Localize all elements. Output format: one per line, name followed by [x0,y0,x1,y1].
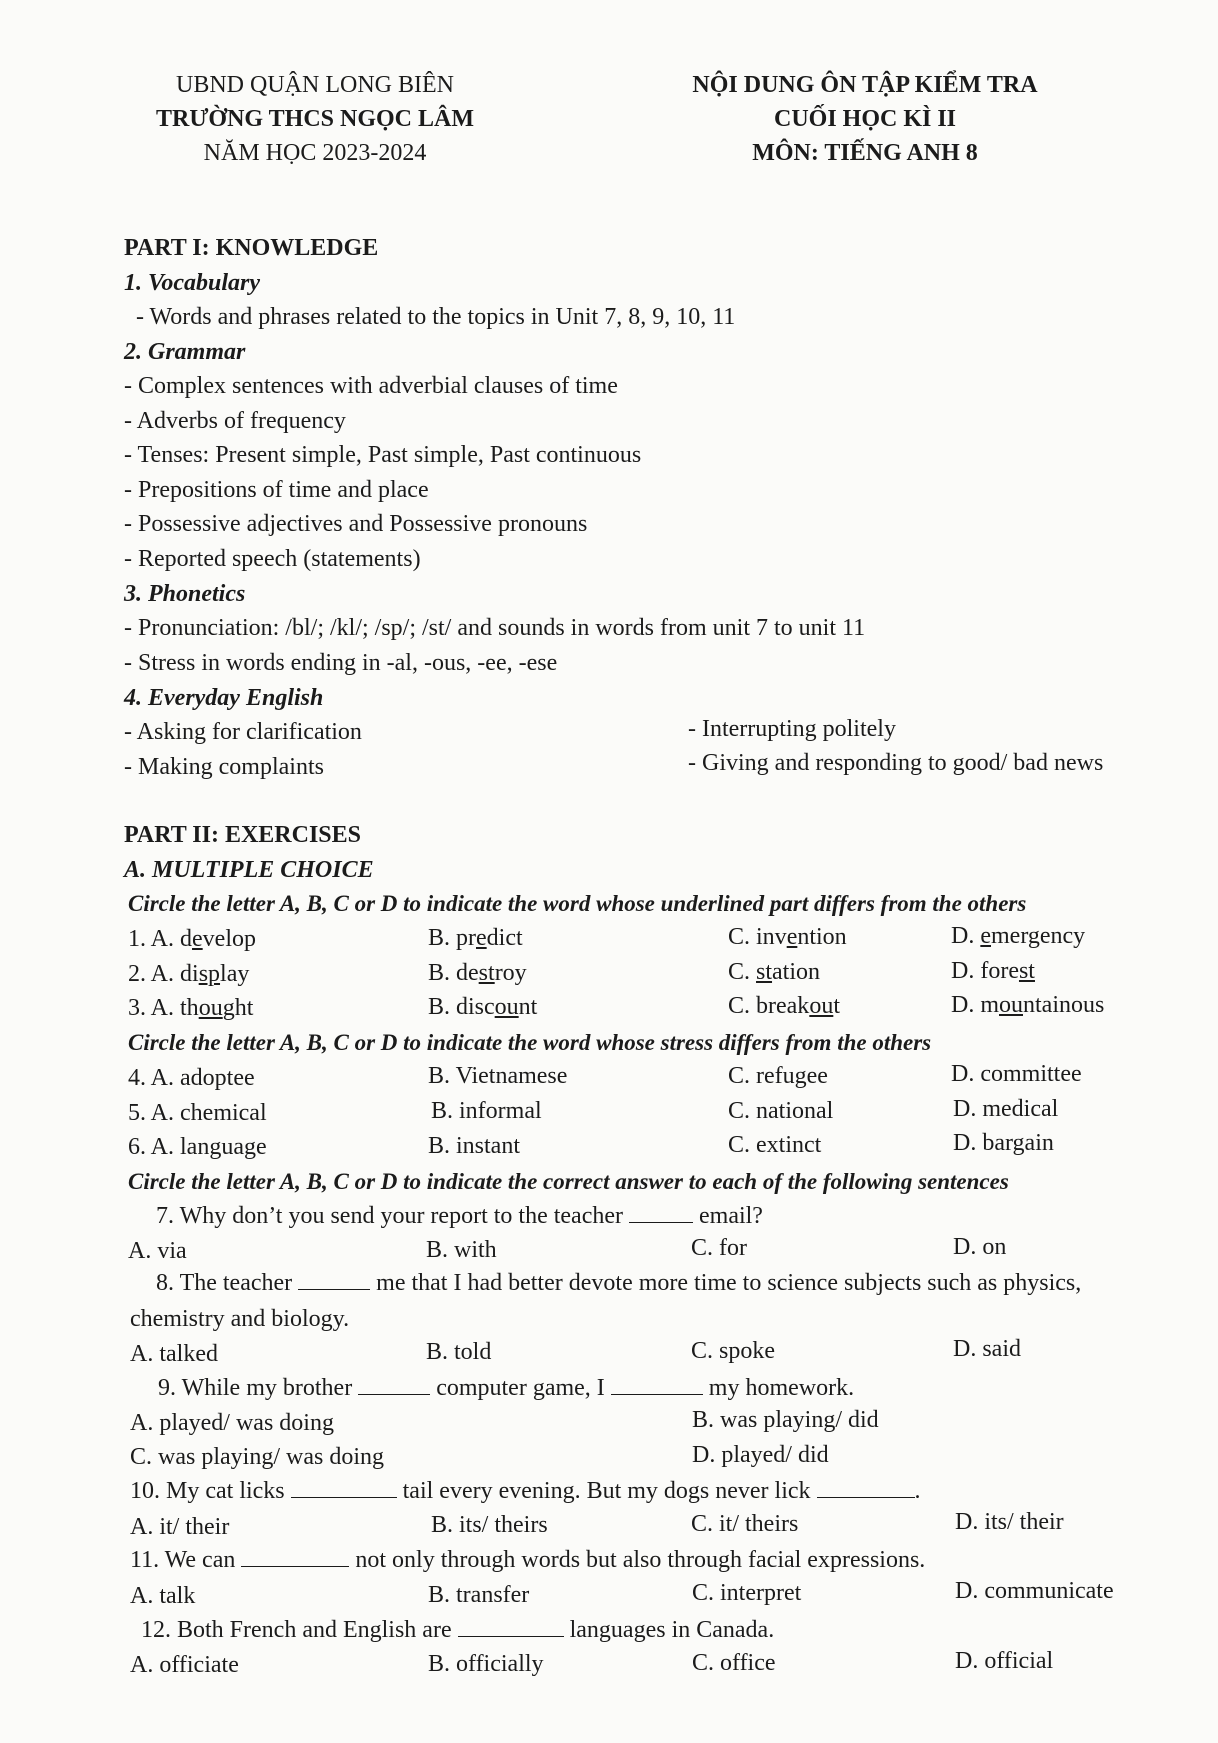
option-b[interactable] [428,923,523,953]
option-a[interactable] [128,924,256,954]
option-c[interactable] [728,922,847,952]
answer-blank[interactable] [298,1269,370,1290]
answer-blank[interactable] [817,1477,915,1498]
word-part: nt [518,994,538,1020]
underlined-part: sp [198,961,221,987]
option-b[interactable]: B. with [426,1237,497,1263]
underlined-part: ou [999,992,1023,1018]
everyday-item: - Making complaints [124,754,324,780]
option-a[interactable]: A. talked [130,1341,218,1367]
option-a[interactable] [128,993,253,1023]
underlined-part: e [786,924,798,950]
word-part: B. disc [428,994,495,1020]
option-d[interactable]: D. official [955,1648,1054,1674]
grammar-item: - Adverbs of frequency [124,408,346,434]
underlined-part: e [980,923,991,949]
option-b[interactable]: B. its/ theirs [431,1512,548,1538]
school-name: TRƯỜNG THCS NGỌC LÂM [155,106,475,132]
option-a[interactable] [128,959,249,989]
answer-blank[interactable] [241,1546,349,1567]
word-part: mergency [991,923,1086,949]
word-part: ntainous [1023,992,1105,1018]
option-a[interactable]: 4. A. adoptee [128,1065,255,1091]
option-a[interactable]: A. played/ was doing [130,1410,334,1436]
option-b[interactable]: B. transfer [428,1582,530,1608]
underlined-part: st [478,960,495,986]
option-c[interactable]: C. was playing/ was doing [130,1444,384,1470]
grammar-item: - Prepositions of time and place [124,477,429,503]
district-name: UBND QUẬN LONG BIÊN [176,72,454,98]
word-part: B. pr [428,925,476,951]
everyday-item: - Asking for clarification [124,719,362,745]
question-7: 7. Why don’t you send your report to the teacher email? [156,1203,763,1229]
option-c[interactable] [728,991,840,1021]
option-b[interactable]: B. Vietnamese [428,1063,568,1089]
question-8: 8. The teacher me that I had better devote more time to science subjects such as physics, [156,1270,1082,1296]
option-d[interactable] [951,921,1085,951]
option-d[interactable]: D. communicate [955,1578,1114,1604]
option-c[interactable]: C. extinct [728,1132,822,1158]
option-c[interactable]: C. interpret [692,1580,802,1606]
word-part: D. m [951,992,999,1018]
exam-term: CUỐI HỌC KÌ II [773,106,957,132]
option-c[interactable]: C. office [692,1650,776,1676]
everyday-item: - Interrupting politely [688,716,896,742]
option-b[interactable]: B. officially [428,1651,544,1677]
option-a[interactable]: A. via [128,1238,187,1264]
word-part: ntion [797,924,847,950]
word-part: D. [951,923,981,949]
part2-title: PART II: EXERCISES [124,822,361,848]
grammar-item: - Tenses: Present simple, Past simple, Past continuous [124,442,642,468]
word-part: B. de [428,960,479,986]
vocab-title: 1. Vocabulary [124,270,261,296]
phonetics-item: - Pronunciation: /bl/; /kl/; /sp/; /st/ and sounds in words from unit 7 to unit 11 [124,615,866,641]
option-c[interactable]: C. for [691,1235,747,1261]
option-d[interactable]: D. played/ did [692,1442,829,1468]
word-part: C. inv [728,924,787,950]
grammar-item: - Complex sentences with adverbial clauses of time [124,373,618,399]
school-header [120,68,510,170]
option-c[interactable]: C. spoke [691,1338,775,1364]
option-d[interactable]: D. bargain [953,1130,1054,1156]
vocab-item: - Words and phrases related to the topics in Unit 7, 8, 9, 10, 11 [136,304,736,330]
option-a[interactable]: A. officiate [130,1652,239,1678]
option-b[interactable] [428,992,537,1022]
underlined-part: st [1018,958,1035,984]
underlined-part: e [192,926,203,952]
answer-blank[interactable] [291,1477,397,1498]
word-part: ght [222,995,254,1021]
word-part: velop [202,926,256,952]
answer-blank[interactable] [458,1616,564,1637]
instruction-correct-answer: Circle the letter A, B, C or D to indicate the correct answer to each of the following sentences [128,1169,1009,1194]
option-d[interactable]: D. on [953,1234,1007,1260]
underlined-part: ou [198,995,223,1021]
option-b[interactable]: B. was playing/ did [692,1407,879,1433]
grammar-item: - Possessive adjectives and Possessive pronouns [124,511,588,537]
grammar-item: - Reported speech (statements) [124,546,421,572]
question-11: 11. We can not only through words but also through facial expressions. [130,1547,926,1573]
question-12: 12. Both French and English are languages in Canada. [141,1617,775,1643]
answer-blank[interactable] [611,1374,703,1395]
word-part: C. [728,959,757,985]
school-year: NĂM HỌC 2023-2024 [203,140,427,166]
word-part: t [833,993,840,1019]
option-a[interactable]: 5. A. chemical [128,1100,267,1126]
question-8-continued: chemistry and biology. [130,1306,350,1332]
instruction-stress: Circle the letter A, B, C or D to indicate the word whose stress differs from the others [128,1030,932,1055]
phonetics-title: 3. Phonetics [124,581,246,607]
word-part: 2. A. di [128,961,199,987]
option-d[interactable]: D. medical [953,1096,1059,1122]
word-part: lay [220,961,250,987]
option-d[interactable]: D. committee [951,1061,1082,1087]
answer-blank[interactable] [629,1202,693,1223]
section-a-title: A. MULTIPLE CHOICE [124,857,374,883]
underlined-part: e [476,925,487,951]
option-a[interactable]: A. it/ their [130,1514,230,1540]
underlined-part: ou [809,993,834,1019]
word-part: D. fore [951,958,1019,984]
exam-subject: MÔN: TIẾNG ANH 8 [752,140,978,166]
word-part: 1. A. d [128,926,193,952]
option-b[interactable]: B. informal [431,1098,542,1124]
word-part: C. break [728,993,810,1019]
option-c[interactable]: C. it/ theirs [691,1511,799,1537]
answer-blank[interactable] [358,1374,430,1395]
underlined-part: ou [494,994,519,1020]
option-d[interactable]: D. said [953,1336,1021,1362]
option-c[interactable]: C. national [728,1098,834,1124]
option-d[interactable] [951,956,1035,986]
word-part: ation [772,959,821,985]
question-9: 9. While my brother computer game, I my homework. [158,1375,855,1401]
option-b[interactable]: B. told [426,1339,492,1365]
underlined-part: st [756,959,773,985]
exam-header [650,68,1080,170]
option-d[interactable]: D. its/ their [955,1509,1064,1535]
option-a[interactable]: 6. A. language [128,1134,267,1160]
phonetics-item: - Stress in words ending in -al, -ous, -ee, -ese [124,650,558,676]
everyday-item: - Giving and responding to good/ bad news [688,750,1104,776]
option-c[interactable] [728,957,820,987]
word-part: 3. A. th [128,995,199,1021]
option-d[interactable] [951,990,1104,1020]
option-c[interactable]: C. refugee [728,1063,828,1089]
word-part: roy [494,960,527,986]
option-a[interactable]: A. talk [130,1583,196,1609]
option-b[interactable]: B. instant [428,1133,521,1159]
question-10: 10. My cat licks tail every evening. But my dogs never lick . [130,1478,921,1504]
part1-title: PART I: KNOWLEDGE [124,235,379,261]
word-part: dict [486,925,523,951]
instruction-pronunciation: Circle the letter A, B, C or D to indicate the word whose underlined part differs from the others [128,891,1027,916]
exam-title: NỘI DUNG ÔN TẬP KIỂM TRA [692,72,1038,98]
grammar-title: 2. Grammar [124,339,246,365]
everyday-title: 4. Everyday English [124,685,324,711]
option-b[interactable] [428,958,527,988]
